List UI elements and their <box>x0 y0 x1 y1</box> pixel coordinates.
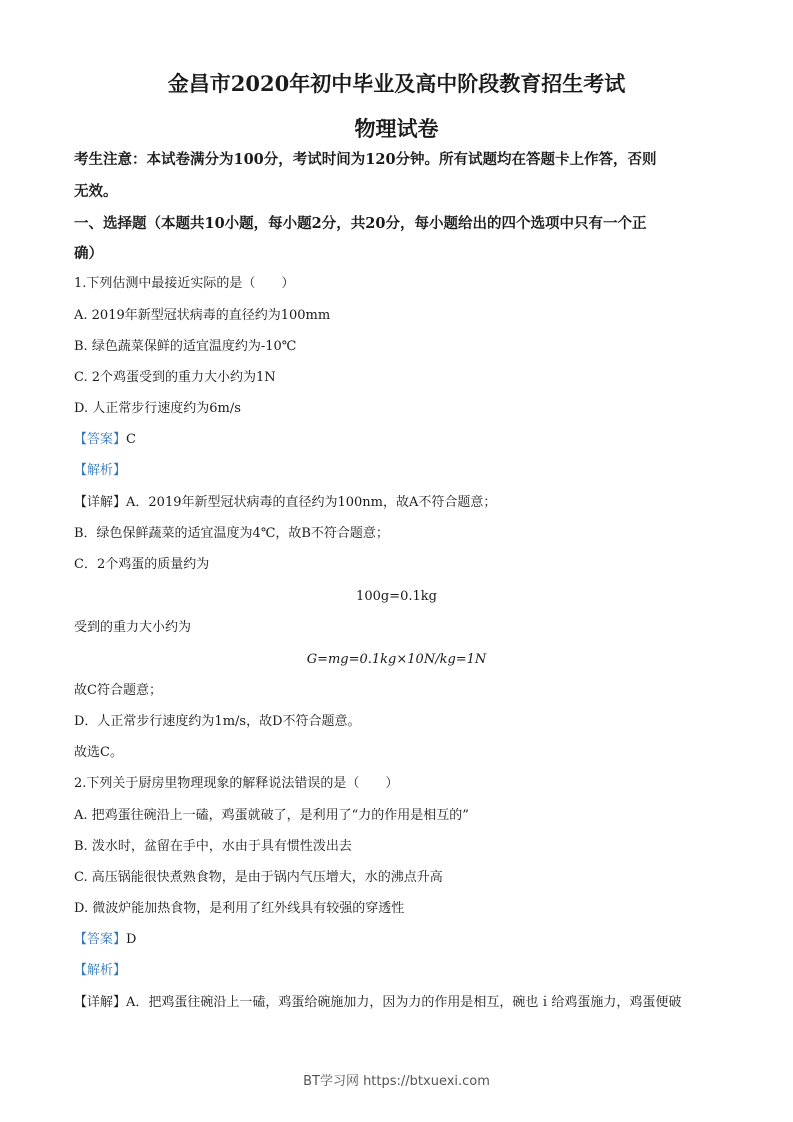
q1-analysis-label: 【解析】 <box>74 463 127 478</box>
notice-line-2: 无效。 <box>74 183 118 200</box>
notice-line-1: 考生注意：本试卷满分为100分，考试时间为120分钟。所有试题均在答题卡上作答，否则 <box>74 151 657 168</box>
answer-label: 【答案】 <box>74 432 127 447</box>
section-heading-line-2: 确） <box>74 245 103 262</box>
q2-analysis-label: 【解析】 <box>74 963 127 978</box>
q1-after-line-2: D．人正常步行速度约为1m/s，故D不符合题意。 <box>74 714 361 729</box>
q2-option-c: C. 高压锅能很快煮熟食物，是由于锅内气压增大，水的沸点升高 <box>74 870 443 885</box>
q1-option-d: D. 人正常步行速度约为6m/s <box>74 401 241 416</box>
answer-label: 【答案】 <box>74 932 127 947</box>
q1-formula-mass: 100g=0.1kg <box>356 589 437 604</box>
detail-text: A．把鸡蛋往碗沿上一磕，鸡蛋给碗施加力，因为力的作用是相互，碗也ｉ给鸡蛋施力，鸡蛋便破 <box>126 995 682 1010</box>
q1-detail-line-3: C．2个鸡蛋的质量约为 <box>74 557 210 572</box>
q1-option-a: A. 2019年新型冠状病毒的直径约为100mm <box>74 308 331 323</box>
footer-watermark-link[interactable]: BT学习网 https://btxuexi.com <box>303 1074 490 1089</box>
q2-detail-line-1 <box>74 993 724 1013</box>
exam-title: 金昌市2020年初中毕业及高中阶段教育招生考试 <box>167 71 626 96</box>
detail-label: 【详解】 <box>74 995 127 1010</box>
q1-option-b: B. 绿色蔬菜保鲜的适宜温度约为-10℃ <box>74 339 297 354</box>
q1-answer <box>74 430 724 450</box>
detail-text: A．2019年新型冠状病毒的直径约为100nm，故A不符合题意； <box>126 495 497 510</box>
q2-option-b: B. 泼水时，盆留在手中，水由于具有惯性泼出去 <box>74 839 352 854</box>
exam-subtitle: 物理试卷 <box>354 116 439 141</box>
q1-option-c: C. 2个鸡蛋受到的重力大小约为1N <box>74 370 276 385</box>
section-heading-line-1: 一、选择题（本题共10小题，每小题2分，共20分，每小题给出的四个选项中只有一个正 <box>74 215 647 232</box>
detail-label: 【详解】 <box>74 495 127 510</box>
q2-option-d: D. 微波炉能加热食物，是利用了红外线具有较强的穿透性 <box>74 901 405 916</box>
q1-after-line-1: 故C符合题意； <box>74 683 162 698</box>
q1-stem: 1.下列估测中最接近实际的是（ ） <box>74 276 295 291</box>
q1-gravity-text: 受到的重力大小约为 <box>74 620 192 635</box>
q1-after-line-3: 故选C。 <box>74 745 123 760</box>
answer-value: C <box>126 432 136 447</box>
q1-formula-gravity: G=mg=0.1kg×10N/kg=1N <box>306 652 487 667</box>
q1-detail-line-2: B．绿色保鲜蔬菜的适宜温度为4℃，故B不符合题意； <box>74 526 389 541</box>
q2-option-a: A. 把鸡蛋往碗沿上一磕，鸡蛋就破了，是利用了“力的作用是相互的” <box>74 808 469 823</box>
q1-detail-line-1 <box>74 493 724 513</box>
answer-value: D <box>126 932 137 947</box>
q2-answer <box>74 930 724 950</box>
q2-stem: 2.下列关于厨房里物理现象的解释说法错误的是（ ） <box>74 776 399 791</box>
